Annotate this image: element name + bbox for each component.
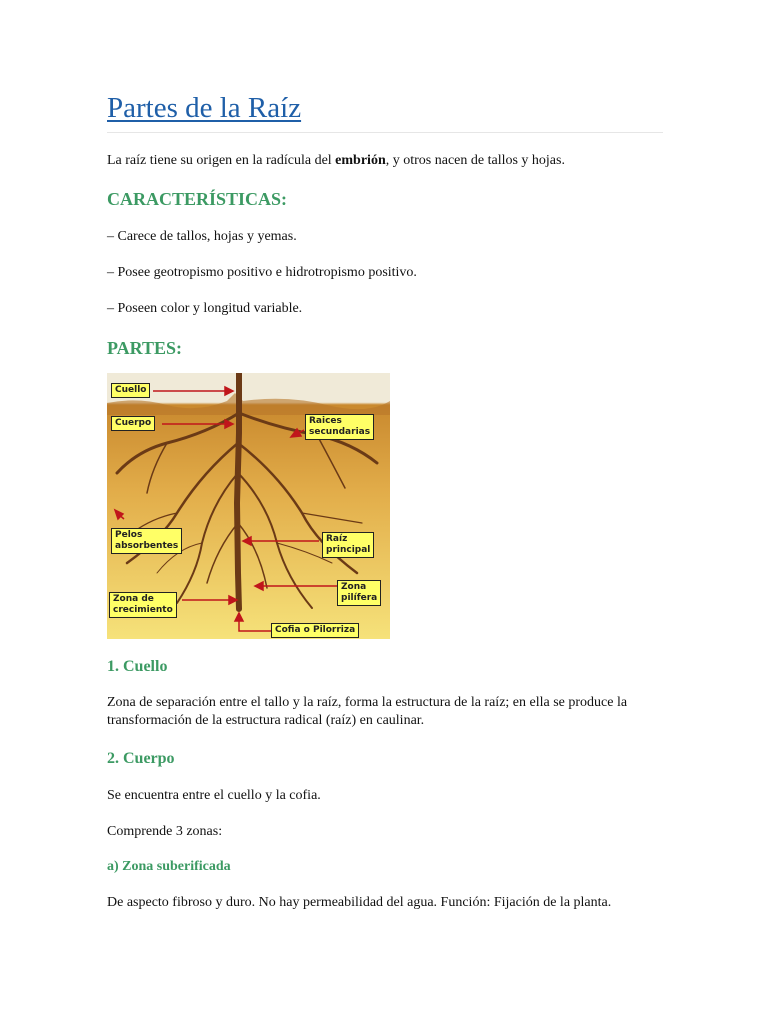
label-raiz-line1: Raíz (326, 534, 348, 544)
section-heading-cuerpo: 2. Cuerpo (107, 750, 175, 767)
intro-paragraph (107, 152, 565, 170)
label-raices-line1: Raices (309, 416, 342, 426)
label-zona-pilifera (337, 580, 381, 606)
caracteristicas-heading: CARACTERÍSTICAS: (107, 189, 288, 209)
intro-text-before: La raíz tiene su origen en la radícula del (107, 153, 336, 168)
label-cuello: Cuello (111, 383, 150, 398)
label-crecimiento-line2: crecimiento (113, 605, 173, 615)
label-cuerpo: Cuerpo (111, 416, 155, 431)
caracteristica-item: – Posee geotropismo positivo e hidrotropismo positivo. (107, 265, 417, 280)
page-title: Partes de la Raíz (107, 92, 302, 124)
label-pelos-line1: Pelos (115, 530, 143, 540)
label-pilifera-line1: Zona (341, 582, 367, 592)
subsection-text-suberificada: De aspecto fibroso y duro. No hay permeabilidad del agua. Función: Fijación de la planta. (107, 895, 612, 910)
section-text-cuerpo-zonas: Comprende 3 zonas: (107, 824, 223, 839)
label-pelos-line2: absorbentes (115, 541, 179, 551)
subsection-heading-suberificada: a) Zona suberificada (107, 859, 231, 874)
intro-text-bold: embrión (335, 153, 386, 168)
label-raices-secundarias (305, 414, 374, 440)
label-raiz-principal (322, 532, 374, 558)
label-pelos-absorbentes (111, 528, 182, 554)
title-divider (107, 132, 663, 133)
intro-text-after: , y otros nacen de tallos y hojas. (385, 153, 565, 168)
label-raiz-line2: principal (326, 545, 371, 555)
label-crecimiento-line1: Zona de (113, 594, 154, 604)
section-text-cuerpo: Se encuentra entre el cuello y la cofia. (107, 788, 321, 803)
partes-heading: PARTES: (107, 338, 183, 358)
caracteristica-item: – Carece de tallos, hojas y yemas. (107, 229, 297, 244)
section-heading-cuello: 1. Cuello (107, 658, 168, 675)
label-raices-line2: secundarias (309, 427, 371, 437)
label-pilifera-line2: pilífera (341, 593, 378, 603)
label-cofia: Cofia o Pilorriza (271, 623, 359, 638)
root-diagram (107, 373, 390, 639)
section-text-cuello: Zona de separación entre el tallo y la raíz, forma la estructura de la raíz; en ella se produce la transformación de la estructura radical (raíz) en caulinar. (107, 695, 628, 728)
caracteristica-item: – Poseen color y longitud variable. (107, 301, 303, 316)
label-zona-crecimiento (109, 592, 177, 618)
